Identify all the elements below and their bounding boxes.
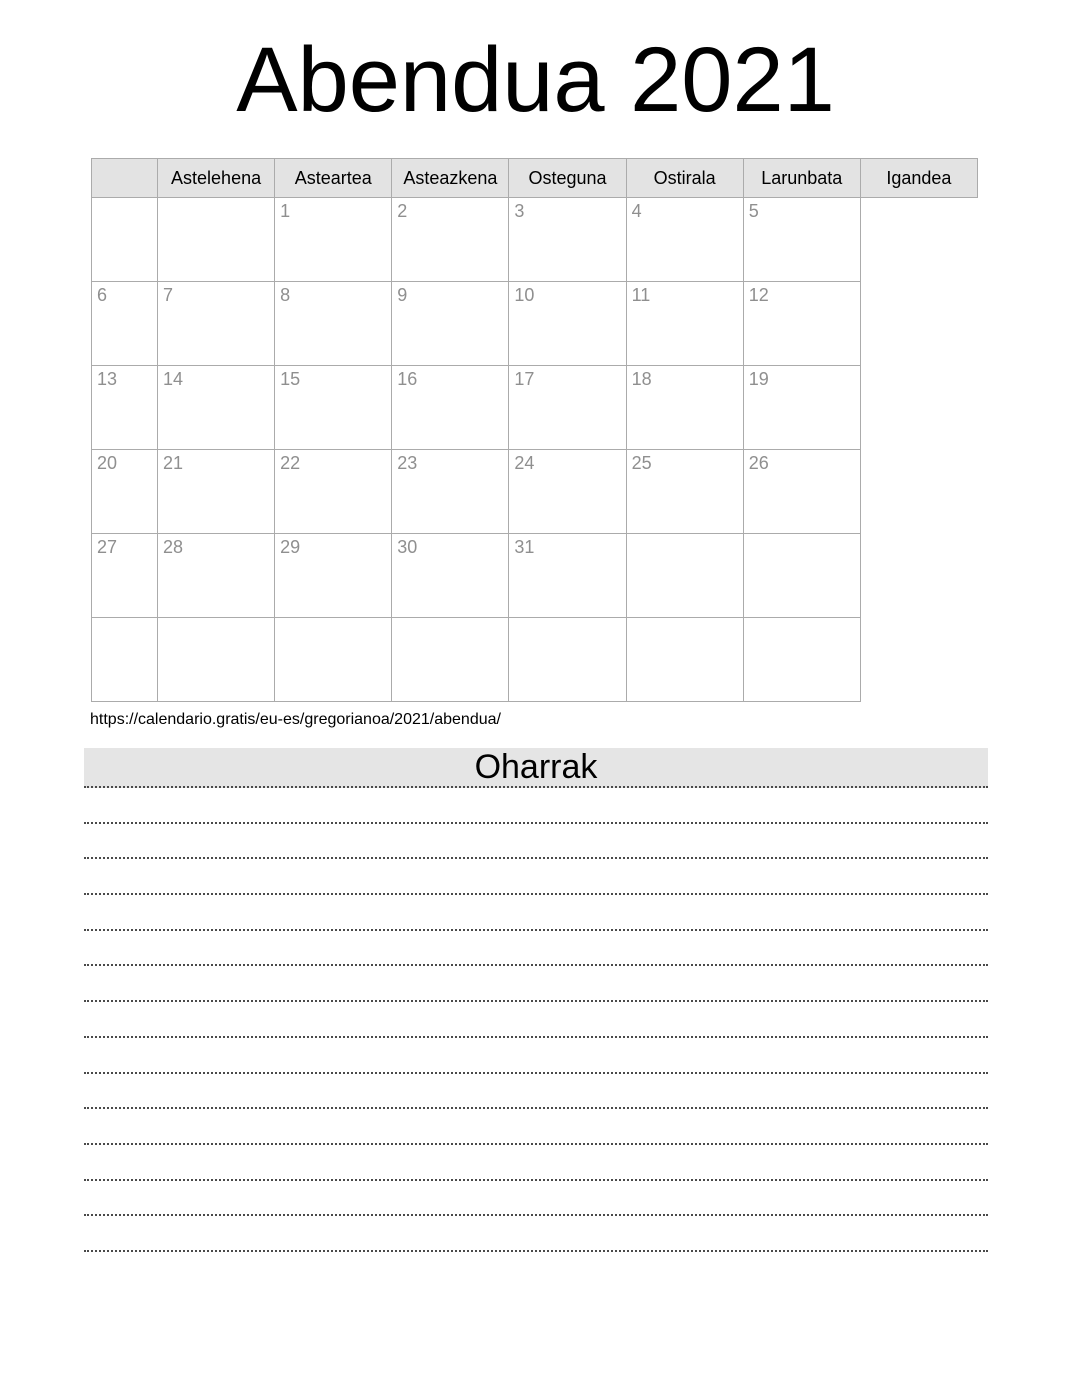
page-title: Abendua 2021: [236, 29, 835, 131]
day-cell-3: 3: [509, 198, 626, 282]
weekday-header-5: Ostirala: [626, 159, 743, 198]
weekday-header-7: Igandea: [860, 159, 977, 198]
day-cell-empty: [626, 534, 743, 618]
day-cell-empty: [509, 618, 626, 702]
note-line: [84, 1002, 988, 1038]
day-cell-4: 4: [626, 198, 743, 282]
day-cell-16: 16: [392, 366, 509, 450]
day-cell-10: 10: [509, 282, 626, 366]
weekday-header-3: Asteazkena: [392, 159, 509, 198]
note-line: [84, 1109, 988, 1145]
day-cell-7: 7: [158, 282, 275, 366]
day-cell-20: 20: [92, 450, 158, 534]
note-line: [84, 1074, 988, 1110]
note-line: [84, 859, 988, 895]
day-cell-24: 24: [509, 450, 626, 534]
note-line: [84, 1145, 988, 1181]
notes-section-title: Oharrak: [84, 748, 988, 788]
day-cell-21: 21: [158, 450, 275, 534]
day-cell-29: 29: [275, 534, 392, 618]
day-cell-23: 23: [392, 450, 509, 534]
weekday-header-2: Asteartea: [275, 159, 392, 198]
calendar-week-row: [92, 198, 978, 282]
day-cell-31: 31: [509, 534, 626, 618]
day-cell-empty: [743, 534, 860, 618]
day-cell-empty: [92, 198, 158, 282]
day-cell-22: 22: [275, 450, 392, 534]
note-line: [84, 966, 988, 1002]
calendar-week-row: [92, 534, 978, 618]
calendar-week-row: [92, 450, 978, 534]
notes-lines-area: [84, 788, 988, 1252]
day-cell-2: 2: [392, 198, 509, 282]
calendar-week-row: [92, 282, 978, 366]
day-cell-9: 9: [392, 282, 509, 366]
day-cell-17: 17: [509, 366, 626, 450]
day-cell-empty: [92, 618, 158, 702]
calendar-week-row: [92, 366, 978, 450]
day-cell-empty: [158, 618, 275, 702]
calendar-table: [91, 158, 978, 702]
day-cell-18: 18: [626, 366, 743, 450]
note-line: [84, 824, 988, 860]
note-line: [84, 931, 988, 967]
day-cell-12: 12: [743, 282, 860, 366]
day-cell-1: 1: [275, 198, 392, 282]
weekday-header-row: [92, 159, 978, 198]
day-cell-empty: [158, 198, 275, 282]
weekday-header-1: Astelehena: [158, 159, 275, 198]
day-cell-15: 15: [275, 366, 392, 450]
day-cell-26: 26: [743, 450, 860, 534]
note-line: [84, 1181, 988, 1217]
calendar-left-margin-cell: [92, 159, 158, 198]
day-cell-30: 30: [392, 534, 509, 618]
day-cell-empty: [275, 618, 392, 702]
day-cell-empty: [743, 618, 860, 702]
day-cell-empty: [626, 618, 743, 702]
day-cell-19: 19: [743, 366, 860, 450]
note-line: [84, 1038, 988, 1074]
weekday-header-6: Larunbata: [743, 159, 860, 198]
day-cell-11: 11: [626, 282, 743, 366]
note-line: [84, 788, 988, 824]
calendar-week-row: [92, 618, 978, 702]
weekday-header-4: Osteguna: [509, 159, 626, 198]
day-cell-27: 27: [92, 534, 158, 618]
day-cell-5: 5: [743, 198, 860, 282]
day-cell-25: 25: [626, 450, 743, 534]
source-url-text: https://calendario.gratis/eu-es/gregorianoa/2021/abendua/: [90, 711, 501, 728]
note-line: [84, 1216, 988, 1252]
day-cell-14: 14: [158, 366, 275, 450]
note-line: [84, 895, 988, 931]
day-cell-6: 6: [92, 282, 158, 366]
day-cell-empty: [392, 618, 509, 702]
day-cell-28: 28: [158, 534, 275, 618]
day-cell-8: 8: [275, 282, 392, 366]
day-cell-13: 13: [92, 366, 158, 450]
